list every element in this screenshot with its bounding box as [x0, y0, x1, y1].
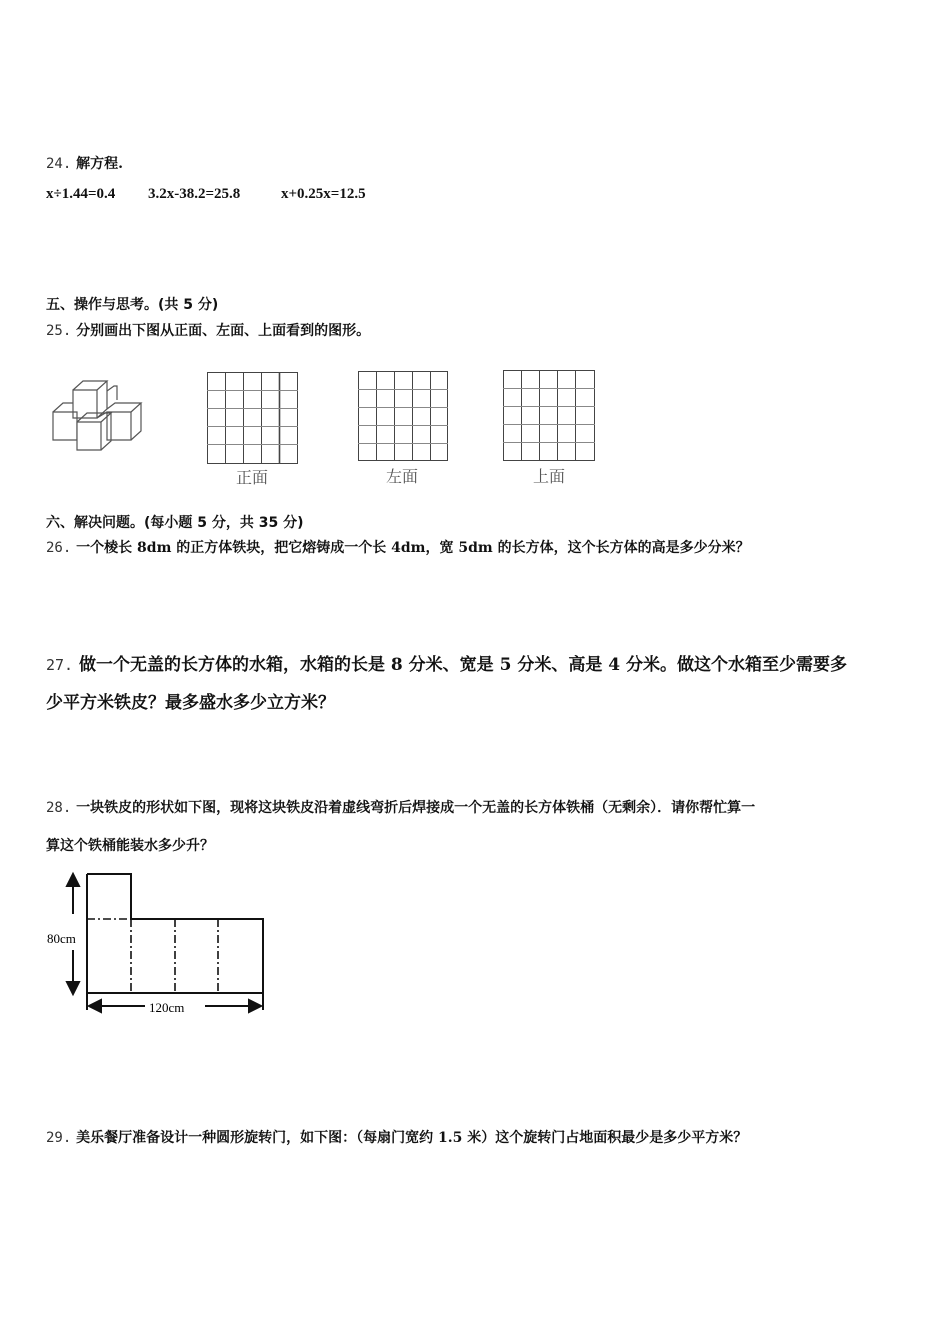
front-view-grid	[207, 372, 298, 464]
question-text: 美乐餐厅准备设计一种圆形旋转门，如下图：（每扇门宽约 1.5 米）这个旋转门占地面积最少是多少平方米？	[76, 1130, 748, 1146]
question-text: 做一个无盖的长方体的水箱，水箱的长是 8 分米、宽是 5 分米、高是 4 分米。做这个水箱至少需要多	[79, 655, 848, 675]
equation-2: 3.2x-38.2=25.8	[148, 186, 241, 202]
question-28-line-1	[46, 797, 755, 817]
left-view-label: 左面	[386, 467, 419, 486]
question-number: 29.	[46, 1130, 72, 1146]
top-view-grid	[503, 370, 595, 461]
height-dimension-label: 80cm	[47, 931, 76, 946]
question-title: 解方程.	[76, 156, 124, 172]
question-27-line-2: 少平方米铁皮？最多盛水多少立方米？	[46, 693, 335, 713]
question-number: 24.	[46, 156, 72, 172]
question-25	[46, 320, 370, 340]
question-24-heading	[46, 153, 123, 173]
sheet-metal-net-figure	[45, 868, 275, 1018]
question-number: 25.	[46, 323, 72, 339]
left-view-grid	[358, 371, 448, 461]
question-text: 一块铁皮的形状如下图，现将这块铁皮沿着虚线弯折后焊接成一个无盖的长方体铁桶（无剩余）．请你帮忙算一	[76, 800, 756, 816]
question-number: 26.	[46, 540, 72, 556]
question-28-line-2: 算这个铁桶能装水多少升？	[46, 838, 214, 854]
equation-3: x+0.25x=12.5	[281, 186, 366, 202]
cube-stack-figure	[48, 378, 153, 458]
front-view-label: 正面	[236, 468, 269, 487]
width-dimension-label: 120cm	[149, 1000, 185, 1015]
question-29	[46, 1127, 747, 1147]
equation-1: x÷1.44=0.4	[46, 186, 116, 202]
section-6-heading: 六、解决问题。(每小题 5 分，共 35 分)	[46, 515, 304, 531]
question-26	[46, 537, 750, 557]
question-number: 28.	[46, 800, 72, 816]
question-text: 分别画出下图从正面、左面、上面看到的图形。	[76, 323, 371, 339]
section-5-heading: 五、操作与思考。(共 5 分)	[46, 297, 219, 313]
question-27-line-1	[46, 650, 847, 675]
question-number: 27.	[46, 656, 74, 674]
question-text: 一个棱长 8dm 的正方体铁块，把它熔铸成一个长 4dm，宽 5dm 的长方体，这个长方体的高是多少分米？	[76, 540, 750, 556]
top-view-label: 上面	[533, 467, 566, 486]
